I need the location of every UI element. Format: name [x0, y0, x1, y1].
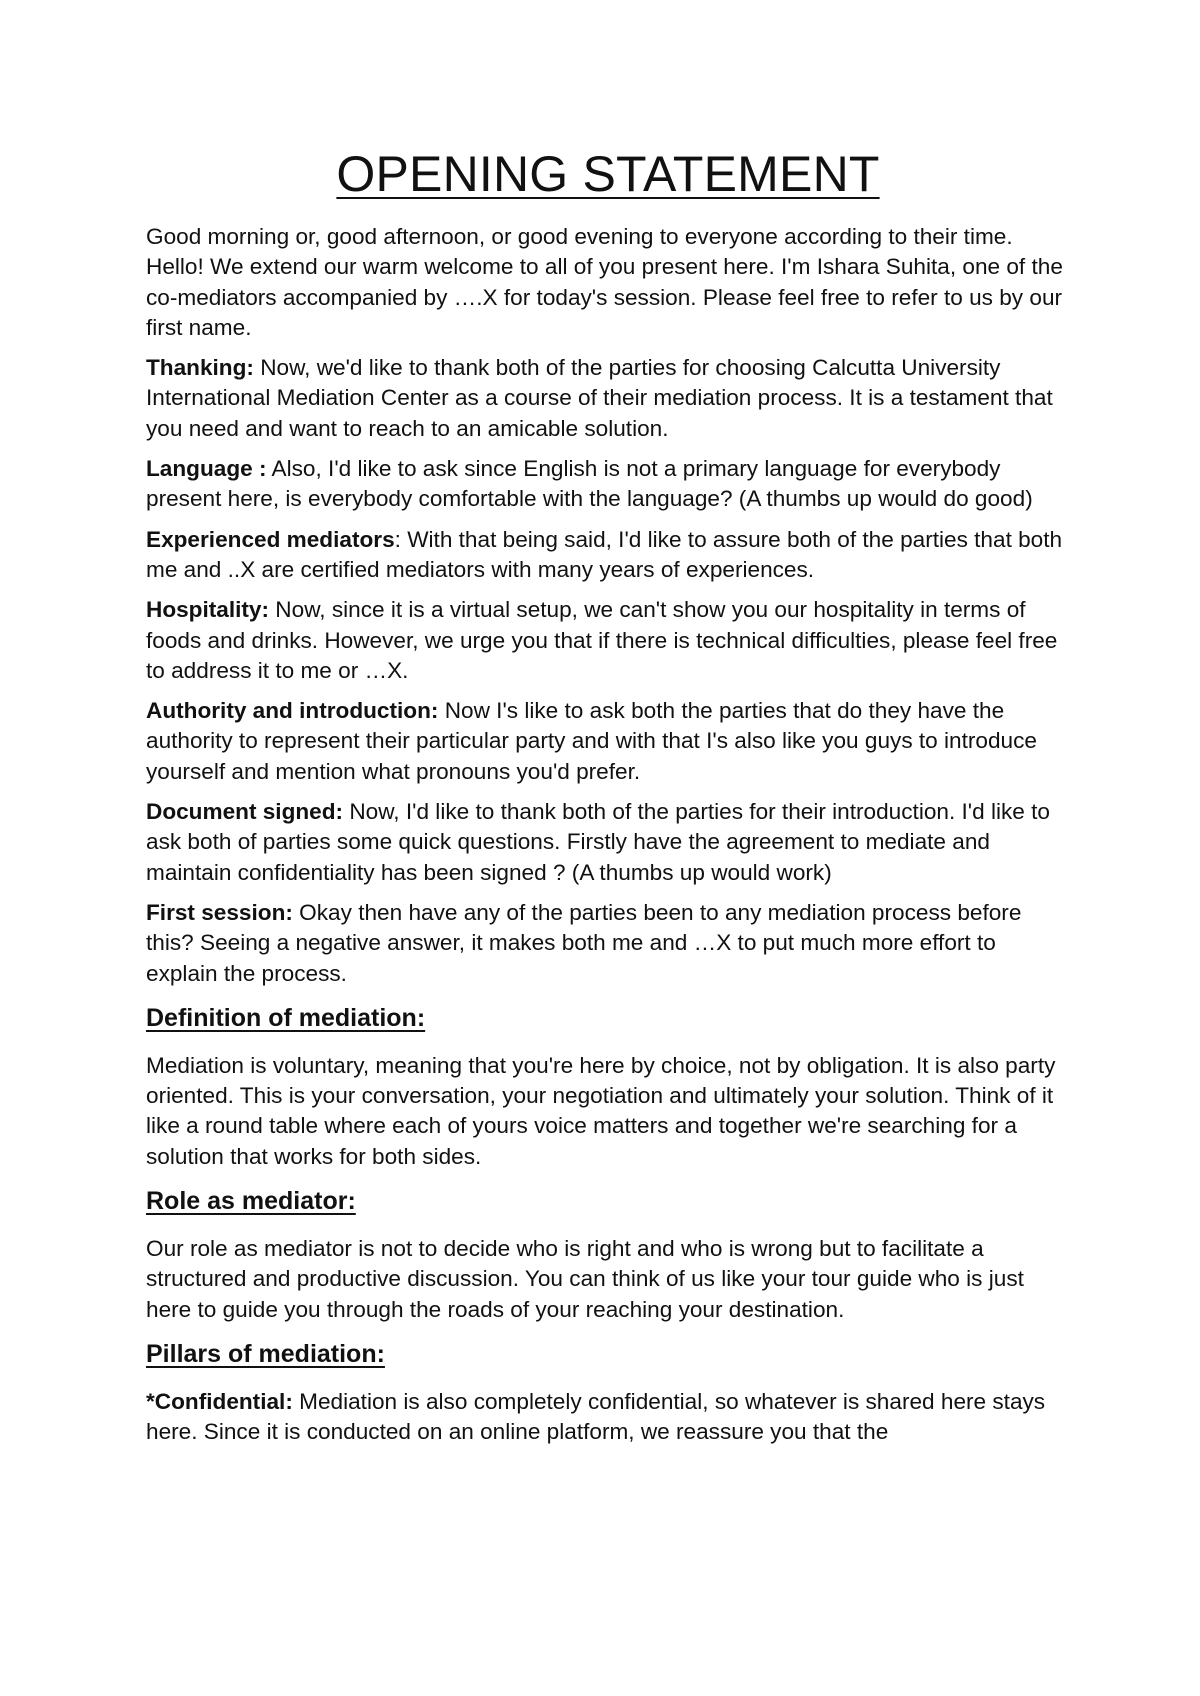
authority-paragraph — [146, 696, 1070, 787]
definition-paragraph: Mediation is voluntary, meaning that you're here by choice, not by obligation. It is also party oriented. This is your conversation, your negotiation and ultimately your solution. Think of it like a round table where each of yours voice matters and together we're searching for a solution that works for both sides. — [146, 1052, 1056, 1169]
definition-heading: Definition of mediation: — [146, 1003, 426, 1032]
hospitality-lead: Hospitality: — [146, 597, 270, 623]
confidential-text: Mediation is also completely confidential, so whatever is shared here stays here. Since it is conducted on an online platform, we reassure you that the — [146, 1388, 1046, 1445]
intro-paragraph: Good morning or, good afternoon, or good evening to everyone according to their time. Hello! We extend our warm welcome to all of you present here. I'm Ishara Suhita, one of the co-mediators accompanied by ….X for today's session. Please feel free to refer to us by our first name. — [146, 224, 1063, 340]
thanking-text: Now, we'd like to thank both of the parties for choosing Calcutta University International Mediation Center as a course of their mediation process. It is a testament that you need and want to reach to an amicable solution. — [146, 355, 1053, 441]
document-signed-text: Now, I'd like to thank both of the parties for their introduction. I'd like to ask both of parties some quick questions. Firstly have the agreement to mediate and maintain confidentiality has been signed ? (A thumbs up would work) — [146, 799, 1050, 885]
experienced-mediators-text: : With that being said, I'd like to assure both of the parties that both me and ..X are certified mediators with many years of experiences. — [146, 526, 1063, 582]
hospitality-paragraph — [146, 595, 1070, 686]
pillars-heading: Pillars of mediation: — [146, 1339, 385, 1368]
role-heading: Role as mediator: — [146, 1187, 356, 1216]
document-signed-lead: Document signed: — [146, 799, 344, 825]
thanking-paragraph — [146, 353, 1070, 444]
confidential-lead: *Confidential: — [146, 1388, 293, 1414]
experienced-mediators-paragraph — [146, 525, 1070, 586]
language-lead: Language : — [146, 456, 267, 482]
experienced-mediators-lead: Experienced mediators — [146, 526, 395, 552]
authority-lead: Authority and introduction: — [146, 698, 439, 724]
first-session-paragraph — [146, 898, 1070, 989]
language-text: Also, I'd like to ask since English is not a primary language for everybody present here, is everybody comfortable with the language? (A thumbs up would do good) — [146, 456, 1033, 512]
hospitality-text: Now, since it is a virtual setup, we can't show you our hospitality in terms of foods and drinks. However, we urge you that if there is technical difficulties, please feel free to address it to me or …X. — [146, 597, 1058, 683]
language-paragraph — [146, 454, 1070, 515]
role-paragraph: Our role as mediator is not to decide who is right and who is wrong but to facilitate a structured and productive discussion. You can think of us like your tour guide who is just here to guide you through the roads of your reaching your destination. — [146, 1236, 1024, 1322]
document-signed-paragraph — [146, 797, 1070, 888]
confidential-paragraph — [146, 1387, 1070, 1448]
authority-text: Now I's like to ask both the parties that do they have the authority to represent their particular party and with that I's also like you guys to introduce yourself and mention what pronouns you'd prefer. — [146, 698, 1037, 784]
first-session-text: Okay then have any of the parties been to any mediation process before this? Seeing a negative answer, it makes both me and …X to put much more effort to explain the process. — [146, 899, 1022, 986]
page-title: OPENING STATEMENT — [336, 146, 880, 202]
thanking-lead: Thanking: — [146, 355, 254, 381]
first-session-lead: First session: — [146, 899, 293, 925]
